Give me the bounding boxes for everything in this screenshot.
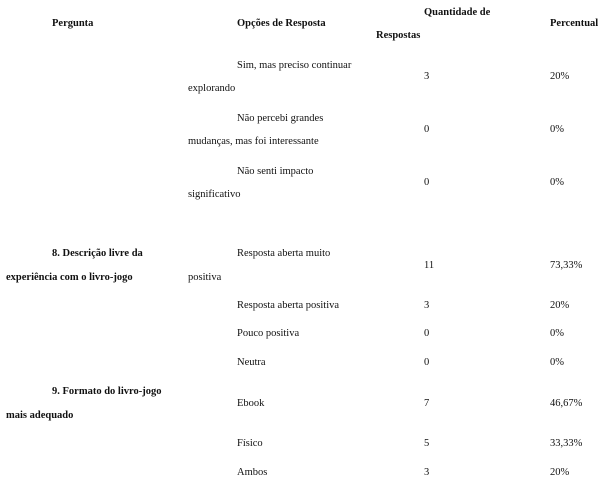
percent-cell: 33,33%	[550, 438, 583, 449]
percent-cell: 0%	[550, 357, 564, 368]
option-line1: Não senti impacto	[237, 166, 314, 177]
header-pergunta: Pergunta	[52, 18, 94, 29]
percent-cell: 20%	[550, 300, 570, 311]
quantity-cell: 0	[424, 357, 430, 368]
header-percentual: Percentual	[550, 18, 599, 29]
option-line1: Não percebi grandes	[237, 113, 324, 124]
quantity-cell: 3	[424, 300, 430, 311]
header-quantidade-line1: Quantidade de	[424, 7, 491, 18]
quantity-cell: 11	[424, 260, 435, 271]
option-line2: positiva	[188, 272, 222, 283]
option-line2: significativo	[188, 189, 241, 200]
option-line2: explorando	[188, 83, 236, 94]
percent-cell: 0%	[550, 124, 564, 135]
question-line1: 9. Formato do livro-jogo	[52, 386, 162, 397]
quantity-cell: 3	[424, 467, 430, 478]
quantity-cell: 0	[424, 177, 430, 188]
option-line1: Sim, mas preciso continuar	[237, 60, 352, 71]
question-line2: mais adequado	[6, 410, 74, 421]
option-line1: Físico	[237, 438, 263, 449]
option-line1: Pouco positiva	[237, 328, 300, 339]
percent-cell: 73,33%	[550, 260, 583, 271]
option-line1: Resposta aberta positiva	[237, 300, 340, 311]
option-line1: Ebook	[237, 398, 265, 409]
percent-cell: 0%	[550, 328, 564, 339]
quantity-cell: 5	[424, 438, 430, 449]
percent-cell: 46,67%	[550, 398, 583, 409]
quantity-cell: 0	[424, 124, 430, 135]
percent-cell: 20%	[550, 71, 570, 82]
quantity-cell: 0	[424, 328, 430, 339]
header-opcoes: Opções de Resposta	[237, 18, 326, 29]
percent-cell: 20%	[550, 467, 570, 478]
percent-cell: 0%	[550, 177, 564, 188]
option-line2: mudanças, mas foi interessante	[188, 136, 319, 147]
option-line1: Ambos	[237, 467, 268, 478]
question-line1: 8. Descrição livre da	[52, 248, 143, 259]
option-line1: Resposta aberta muito	[237, 248, 331, 259]
quantity-cell: 3	[424, 71, 430, 82]
header-quantidade-line2: Respostas	[376, 30, 421, 41]
question-line2: experiência com o livro-jogo	[6, 272, 133, 283]
quantity-cell: 7	[424, 398, 430, 409]
option-line1: Neutra	[237, 357, 266, 368]
